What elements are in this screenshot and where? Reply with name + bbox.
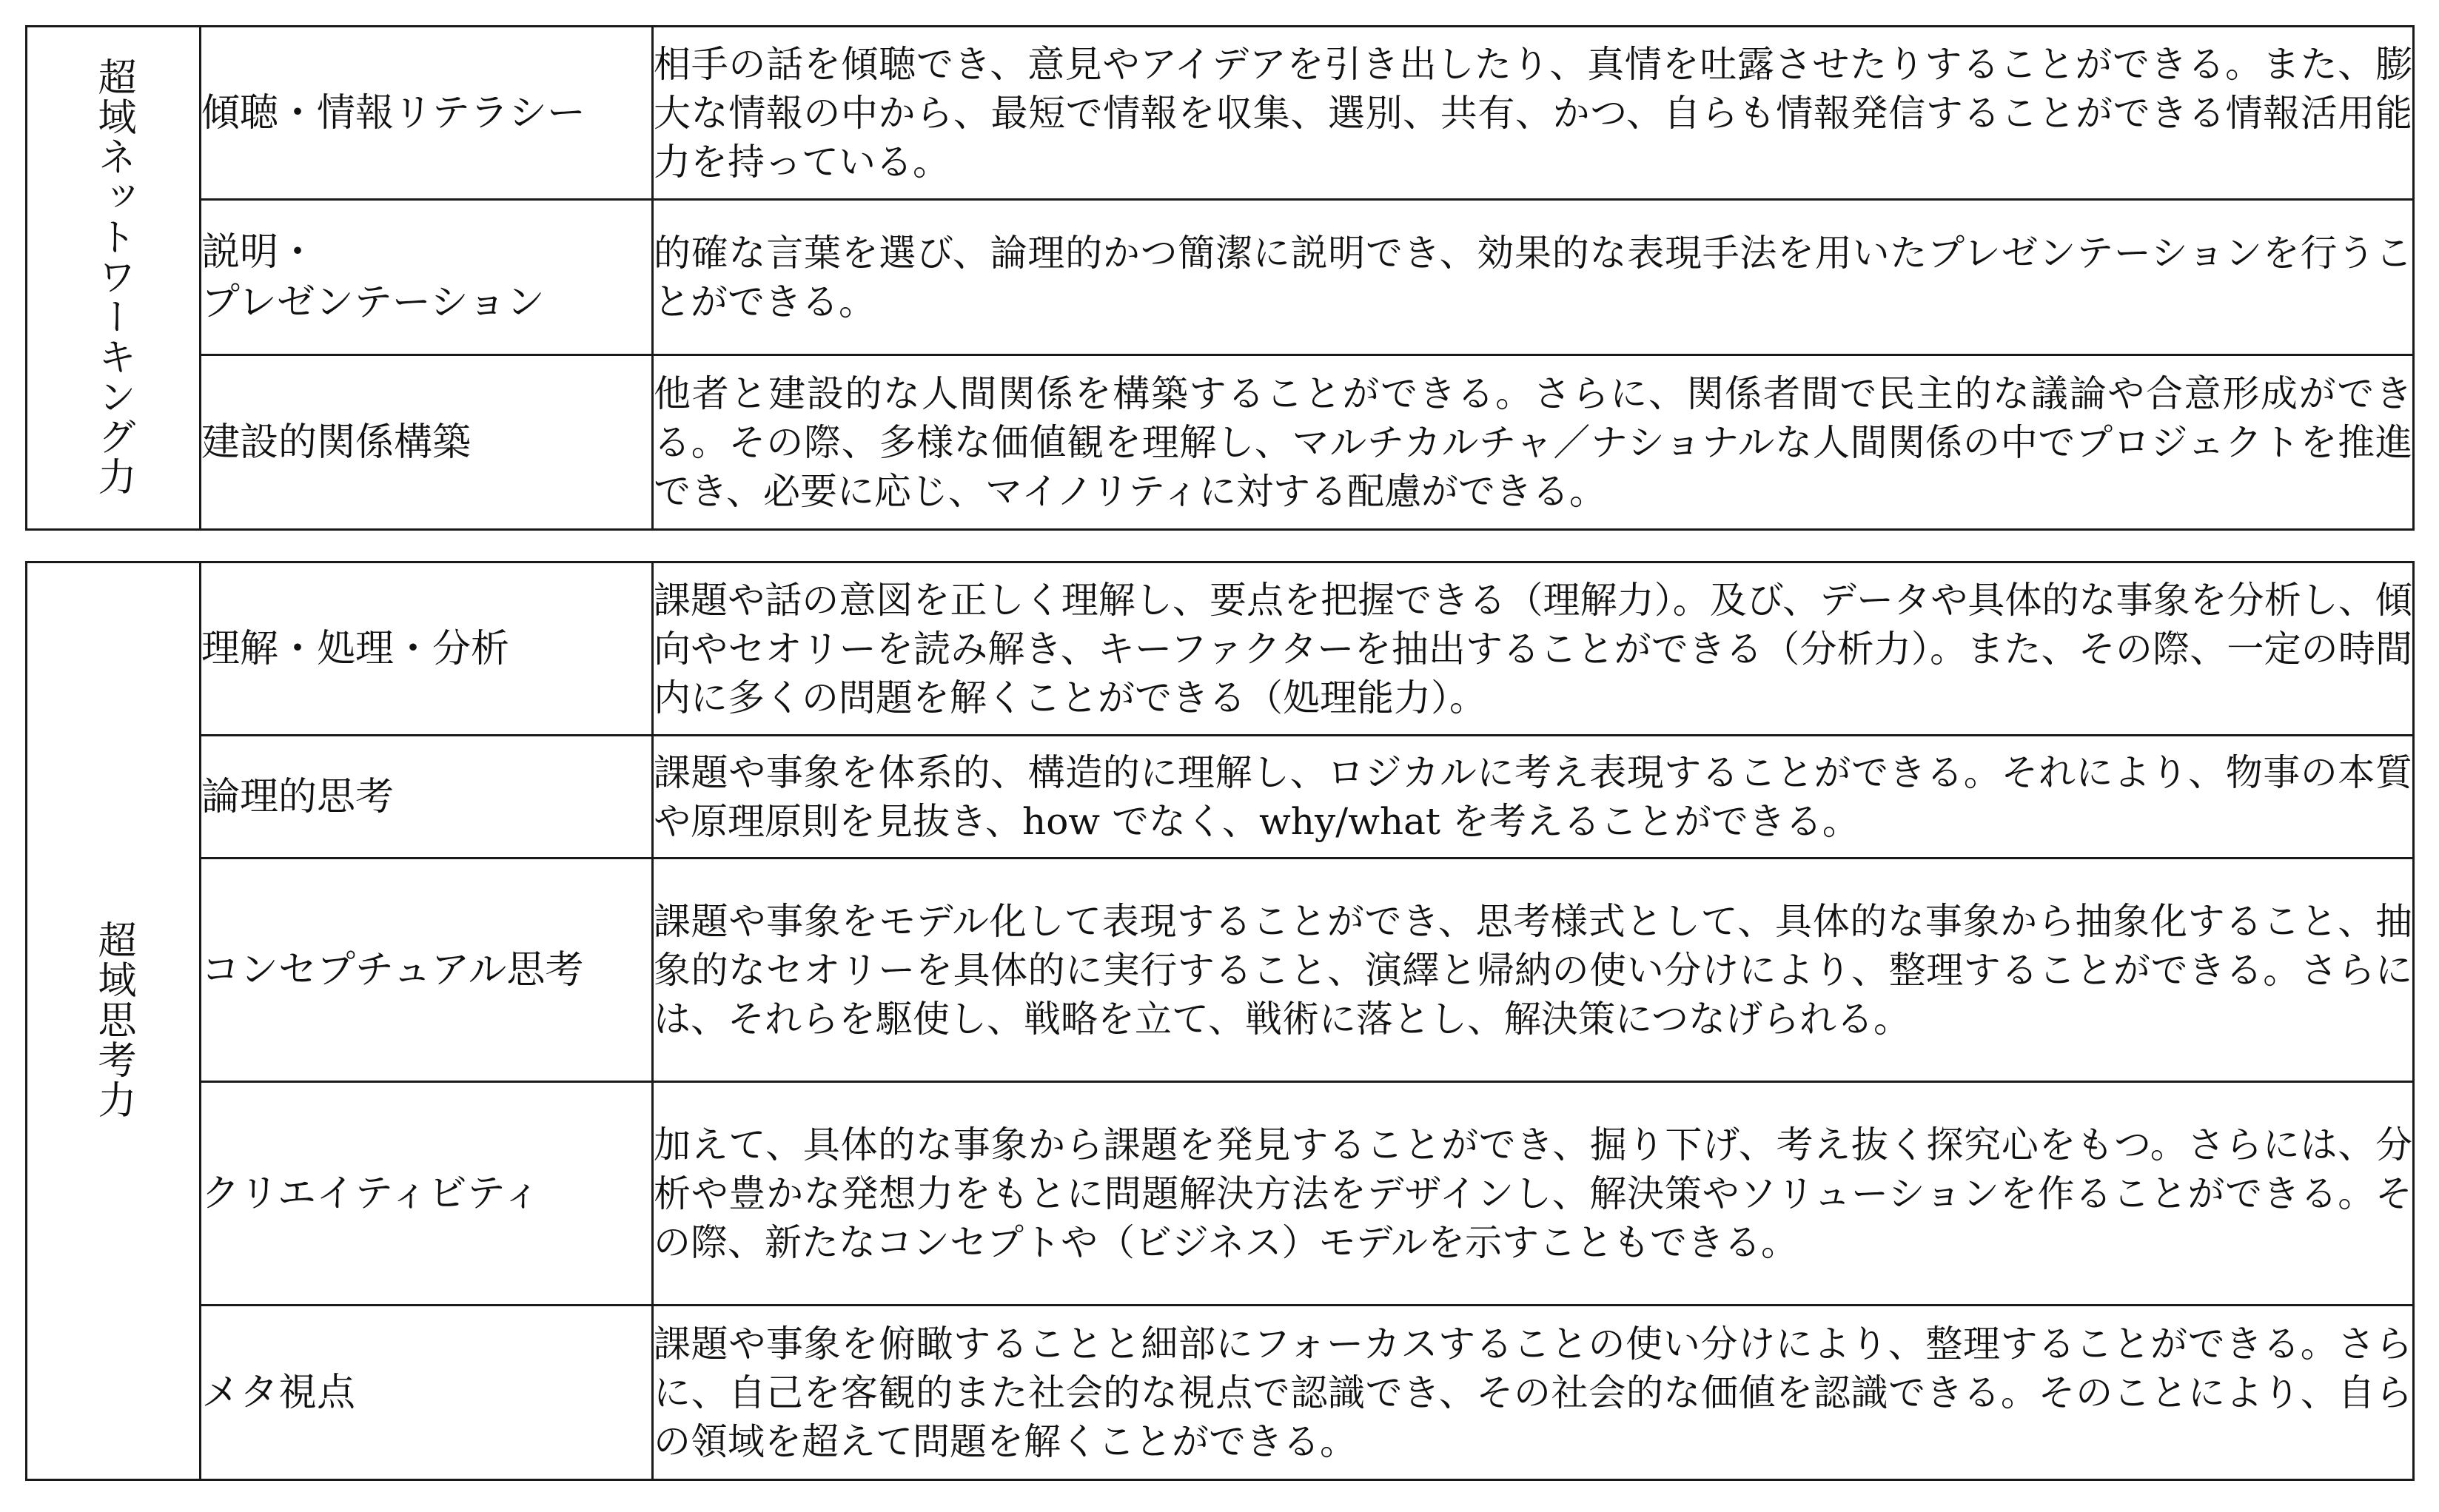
description-text: 課題や事象を俯瞰することと細部にフォーカスすることの使い分けにより、整理することができる。さらに、自己を客観的また社会的な視点で認識でき、その社会的な価値を認識できる。そのことにより、自らの領域を超えて問題を解くことができる。 — [654, 1322, 2412, 1463]
skill-cell — [201, 27, 653, 200]
table-row — [27, 355, 2414, 530]
skill-cell — [201, 736, 653, 859]
table-row — [27, 27, 2414, 200]
skill-label: 理解・処理・分析 — [201, 626, 510, 671]
skill-cell — [201, 355, 653, 530]
description-text: 他者と建設的な人間関係を構築することができる。さらに、関係者間で民主的な議論や合意形成ができる。その際、多様な価値観を理解し、マルチカルチャ／ナショナルな人間関係の中でプロジェクトを推進でき、必要に応じ、マイノリティに対する配慮ができる。 — [654, 372, 2412, 513]
description-text: 課題や事象を体系的、構造的に理解し、ロジカルに考え表現することができる。それにより、物事の本質や原理原則を見抜き、how でなく、why/what を考えることができる。 — [654, 750, 2412, 843]
skill-cell — [201, 859, 653, 1082]
table-row — [27, 859, 2414, 1082]
description-cell — [653, 200, 2414, 355]
skill-cell — [201, 562, 653, 736]
skill-label: コンセプチュアル思考 — [201, 947, 584, 992]
skill-label: 傾聴・情報リテラシー — [201, 90, 586, 135]
skill-cell — [201, 200, 653, 355]
table-row — [27, 1082, 2414, 1306]
competency-table-thinking — [25, 561, 2415, 1481]
skill-cell — [201, 1082, 653, 1306]
description-cell — [653, 27, 2414, 200]
description-cell — [653, 1082, 2414, 1306]
competency-table-networking — [25, 25, 2415, 531]
table-row — [27, 736, 2414, 859]
skill-label: メタ視点 — [201, 1370, 356, 1415]
skill-label: 建設的関係構築 — [201, 420, 472, 465]
description-cell — [653, 562, 2414, 736]
table-row — [27, 562, 2414, 736]
description-cell — [653, 355, 2414, 530]
description-text: 課題や話の意図を正しく理解し、要点を把握できる（理解力）。及び、データや具体的な事象を分析し、傾向やセオリーを読み解き、キーファクターを抽出することができる（分析力）。また、その際、一定の時間内に多くの問題を解くことができる（処理能力）。 — [654, 578, 2412, 719]
description-text: 的確な言葉を選び、論理的かつ簡潔に説明でき、効果的な表現手法を用いたプレゼンテーションを行うことができる。 — [654, 231, 2412, 323]
skill-label: クリエイティビティ — [201, 1171, 541, 1216]
skill-label-line2: プレゼンテーション — [201, 280, 545, 325]
skill-label-line1: 説明・ — [201, 229, 318, 275]
skill-label: 論理的思考 — [201, 774, 395, 819]
description-cell — [653, 1306, 2414, 1480]
description-text: 課題や事象をモデル化して表現することができ、思考様式として、具体的な事象から抽象化すること、抽象的なセオリーを具体的に実行すること、演繹と帰納の使い分けにより、整理することができる。さらには、それらを駆使し、戦略を立て、戦術に落とし、解決策につなげられる。 — [654, 899, 2412, 1041]
category-cell — [27, 562, 201, 1480]
table-row — [27, 1306, 2414, 1480]
description-text: 加えて、具体的な事象から課題を発見することができ、掘り下げ、考え抜く探究心をもつ。さらには、分析や豊かな発想力をもとに問題解決方法をデザインし、解決策やソリューションを作ることができる。その際、新たなコンセプトや（ビジネス）モデルを示すこともできる。 — [654, 1123, 2412, 1264]
table-row — [27, 200, 2414, 355]
description-cell — [653, 859, 2414, 1082]
description-text: 相手の話を傾聴でき、意見やアイデアを引き出したり、真情を吐露させたりすることができる。また、膨大な情報の中から、最短で情報を収集、選別、共有、かつ、自らも情報発信することができる情報活用能力を持っている。 — [654, 42, 2412, 184]
category-label: 超域ネットワーキング力 — [91, 56, 135, 497]
skill-cell — [201, 1306, 653, 1480]
category-cell — [27, 27, 201, 530]
description-cell — [653, 736, 2414, 859]
category-label: 超域思考力 — [91, 919, 135, 1120]
